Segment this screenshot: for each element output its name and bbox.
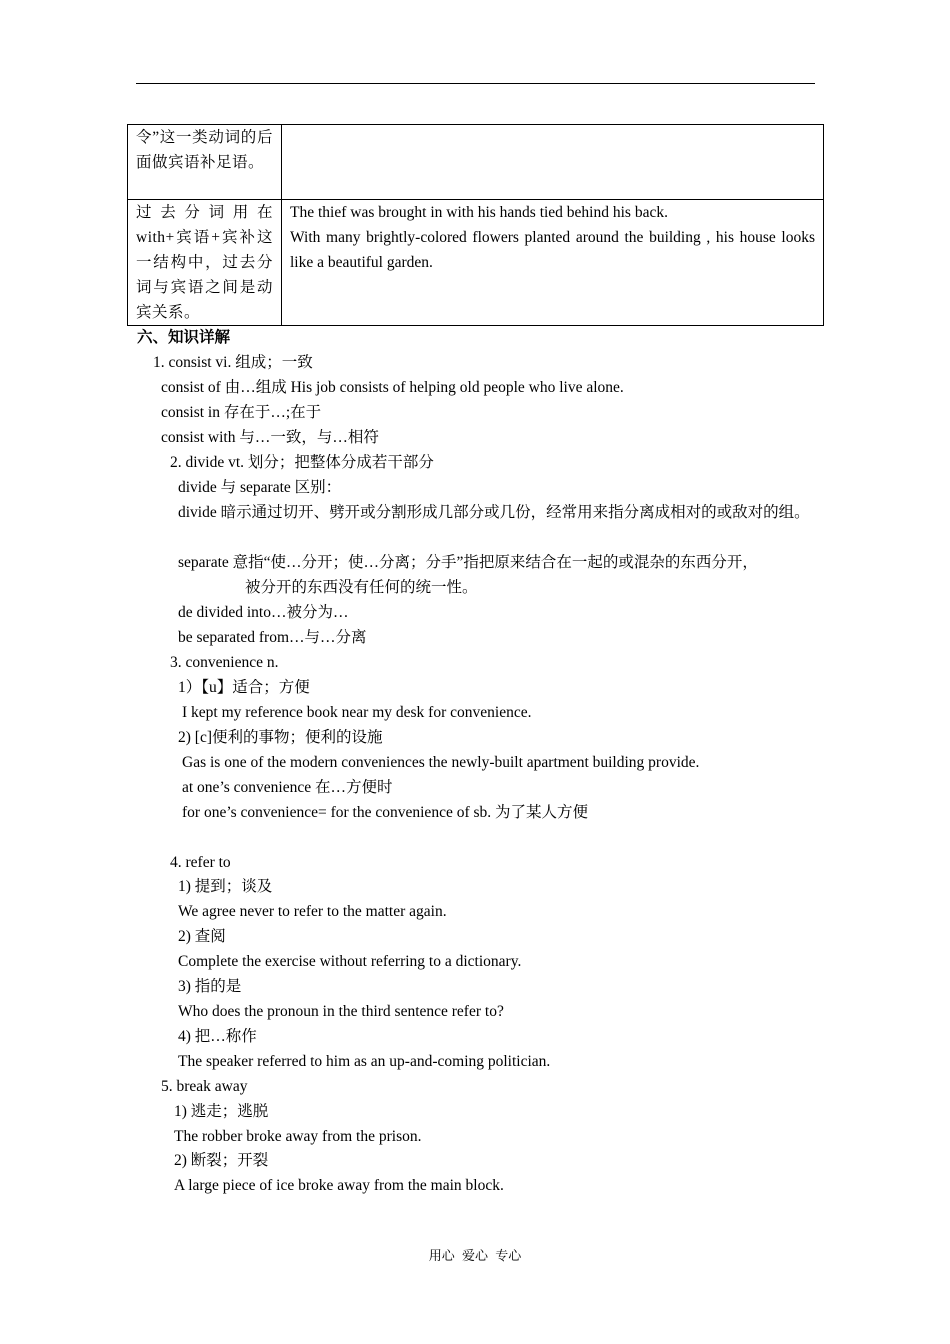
sense-line: 2) 断裂；开裂: [174, 1152, 269, 1169]
header-rule: [136, 83, 815, 84]
example-cell: [282, 125, 824, 200]
phrase-line: be separated from…与…分离: [178, 629, 367, 646]
entry-title: 3. convenience n.: [170, 654, 279, 671]
example-line: I kept my reference book near my desk for convenience.: [182, 704, 532, 721]
sense-line: 1) 提到；谈及: [178, 878, 273, 895]
note-line: divide 与 separate 区别：: [178, 479, 342, 496]
phrase-line: consist of 由…组成 His job consists of helping old people who live alone.: [161, 379, 624, 396]
sense-line: 4) 把…称作: [178, 1028, 257, 1045]
page-footer: 用心 爱心 专心: [428, 1248, 522, 1263]
example-cell: [282, 200, 824, 326]
example-line: Who does the pronoun in the third sentence refer to?: [178, 1003, 504, 1020]
table-row: [128, 125, 824, 200]
entry-title: 1. consist vi. 组成；一致: [153, 354, 313, 371]
phrase-line: at one’s convenience 在…方便时: [182, 779, 393, 796]
sense-line: 2) [c]便利的事物；便利的设施: [178, 729, 383, 746]
example-line: We agree never to refer to the matter again.: [178, 903, 447, 920]
note-paragraph: divide 暗示通过切开、劈开或分割形成几部分或几份，经常用来指分离成相对的或敌对的组。: [178, 504, 810, 521]
entry-title: 2. divide vt. 划分；把整体分成若干部分: [170, 454, 434, 471]
example-sentence: The thief was brought in with his hands tied behind his back.: [290, 204, 668, 221]
sense-line: 1) 逃走；逃脱: [174, 1103, 269, 1120]
phrase-line: for one’s convenience= for the convenience of sb. 为了某人方便: [182, 804, 589, 821]
section-heading: 六、知识详解: [137, 329, 231, 346]
entry-title: 4. refer to: [170, 854, 231, 871]
entry-title: 5. break away: [161, 1078, 248, 1095]
table-row: [128, 200, 824, 326]
sense-line: 1）【u】适合；方便: [178, 679, 310, 696]
note-line: separate 意指“使…分开；使…分离；分手”指把原来结合在一起的或混杂的东西分开，: [178, 554, 758, 571]
sense-line: 2) 查阅: [178, 928, 226, 945]
example-line: A large piece of ice broke away from the main block.: [174, 1177, 504, 1194]
phrase-line: consist with 与…一致，与…相符: [161, 429, 379, 446]
rule-cell: 过去分词用在with+宾语+宾补这一结构中，过去分词与宾语之间是动宾关系。: [128, 200, 282, 326]
grammar-table: [127, 124, 824, 326]
sense-line: 3) 指的是: [178, 978, 242, 995]
example-line: Gas is one of the modern conveniences the newly-built apartment building provide.: [182, 754, 700, 771]
example-line: The speaker referred to him as an up-and-coming politician.: [178, 1053, 551, 1070]
example-line: Complete the exercise without referring to a dictionary.: [178, 953, 522, 970]
example-sentence: With many brightly-colored flowers planted around the building , his house looks like a beautiful garden.: [290, 229, 815, 271]
rule-cell: 令”这一类动词的后面做宾语补足语。: [128, 125, 282, 200]
example-line: The robber broke away from the prison.: [174, 1128, 422, 1145]
phrase-line: consist in 存在于…;在于: [161, 404, 322, 421]
phrase-line: de divided into…被分为…: [178, 604, 349, 621]
note-line: 被分开的东西没有任何的统一性。: [245, 579, 478, 596]
